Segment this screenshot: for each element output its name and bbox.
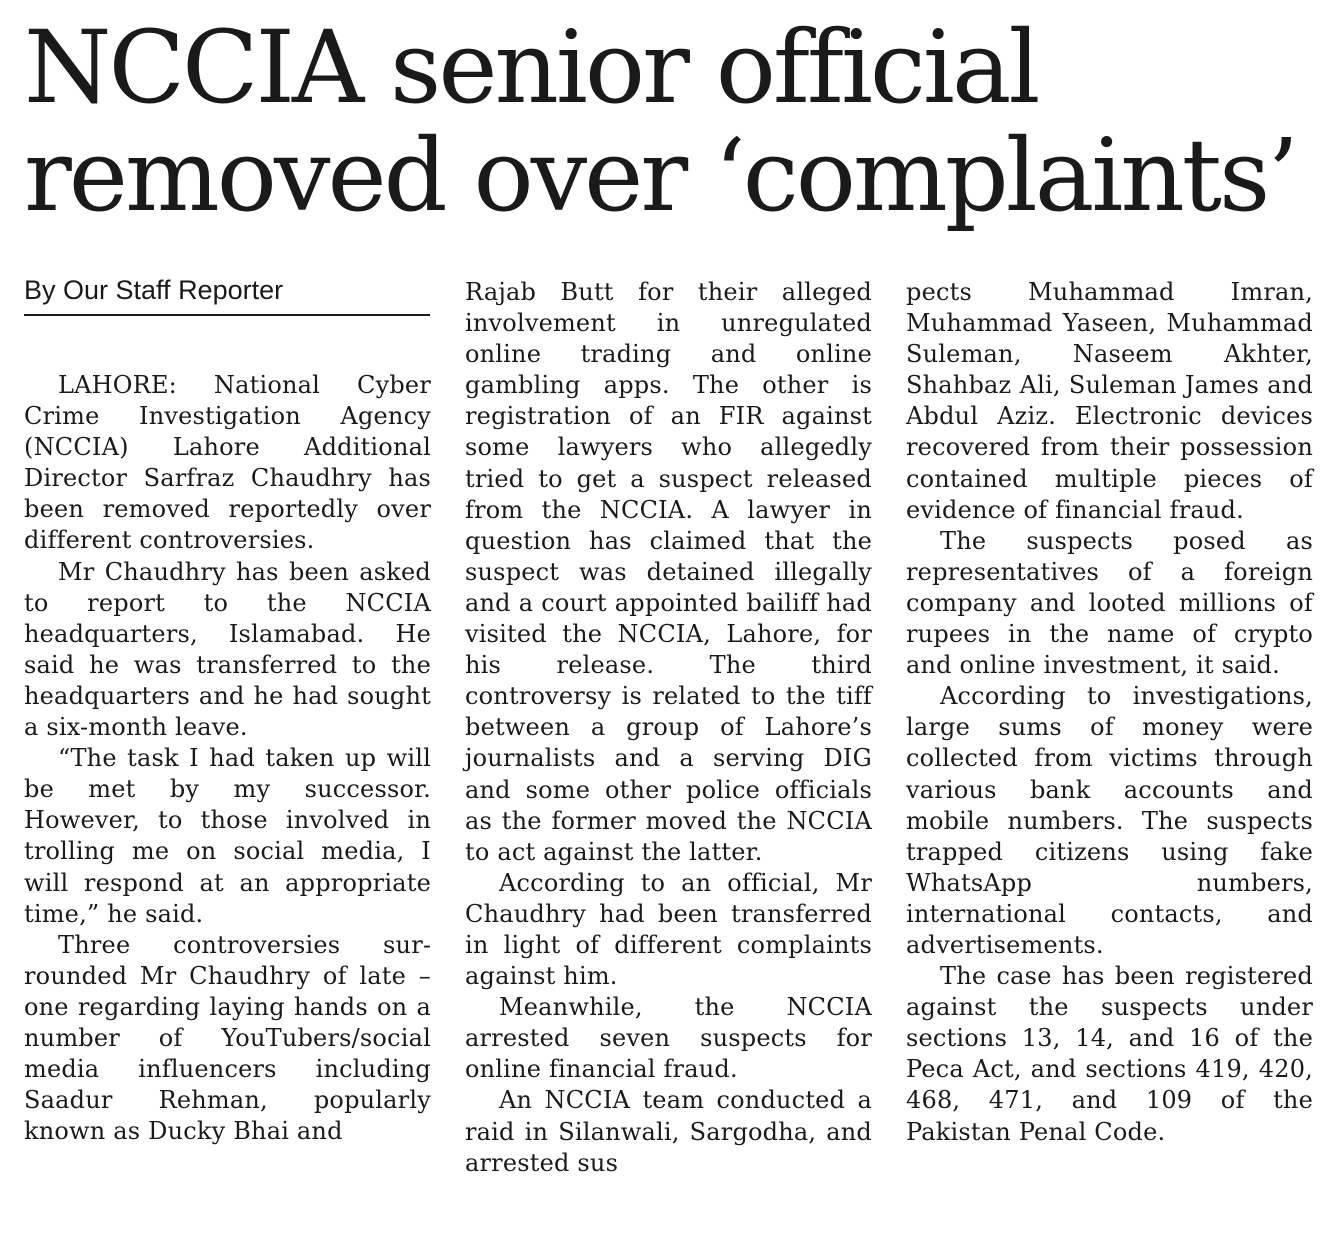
paragraph: “The task I had taken up will be met by my successor. However, to those involved in trolling me on social media, I will respond at an appropriate time,” he said.: [24, 744, 431, 928]
headline: [24, 9, 1324, 234]
article-column-1: [24, 370, 431, 1147]
paragraph: pects Muhammad Imran, Muhammad Yaseen, Muhammad Suleman, Naseem Akhter, Shahbaz Ali, Suleman James and Abdul Aziz. Electronic devices recovered from their possession contained multiple pieces of evidence of financial fraud.: [906, 278, 1313, 524]
paragraph: An NCCIA team conducted a raid in Silanwali, Sargodha, and arrested sus: [465, 1086, 872, 1177]
paragraph: Rajab Butt for their alleged involvement in unregulated online trading and online gambling apps. The other is registration of an FIR against some lawyers who allegedly tried to get a suspect released from the NCCIA. A lawyer in question has claimed that the suspect was detained illegally and a court appointed bailiff had visited the NCCIA, Lahore, for his release. The third controversy is related to the tiff between a group of Lahore’s journalists and a serving DIG and some other police officials as the former moved the NCCIA to act against the latter.: [465, 278, 872, 866]
headline-line-2: removed over ‘complaints’: [24, 117, 1297, 234]
article-column-2: [465, 277, 872, 1179]
paragraph: The suspects posed as representatives of a foreign company and looted millions of rupees in the name of crypto and online investment, it said.: [906, 526, 1313, 680]
paragraph: LAHORE: National Cyber Crime Investigation Agency (NCCIA) Lahore Additional Director Sarfraz Chaudhry has been removed reportedly over different controversies.: [24, 371, 431, 555]
paragraph: According to an official, Mr Chaudhry had been transferred in light of different complaints against him.: [465, 868, 872, 991]
paragraph: The case has been registered against the suspects under sections 13, 14, and 16 of the Peca Act, and sections 419, 420, 468, 471, and 109 of the Pakistan Penal Code.: [906, 962, 1313, 1146]
byline: By Our Staff Reporter: [24, 272, 430, 316]
paragraph: Mr Chaudhry has been asked to report to the NCCIA headquarters, Islamabad. He said he was transferred to the headquarters and he had sought a six-month leave.: [24, 557, 431, 742]
paragraph: Three controversies surrounded Mr Chaudhry of late – one regarding laying hands on a number of YouTubers/social media influencers including Saadur Rehman, popularly known as Ducky Bhai and: [24, 930, 431, 1146]
paragraph: Meanwhile, the NCCIA arrested seven suspects for online financial fraud.: [465, 993, 872, 1084]
article-column-3: [906, 277, 1313, 1148]
paragraph: According to investigations, large sums of money were collected from victims through various bank accounts and mobile numbers. The suspects trapped citizens using fake WhatsApp numbers, international contacts, and advertisements.: [906, 682, 1313, 959]
headline-line-1: NCCIA senior official: [24, 9, 1038, 126]
